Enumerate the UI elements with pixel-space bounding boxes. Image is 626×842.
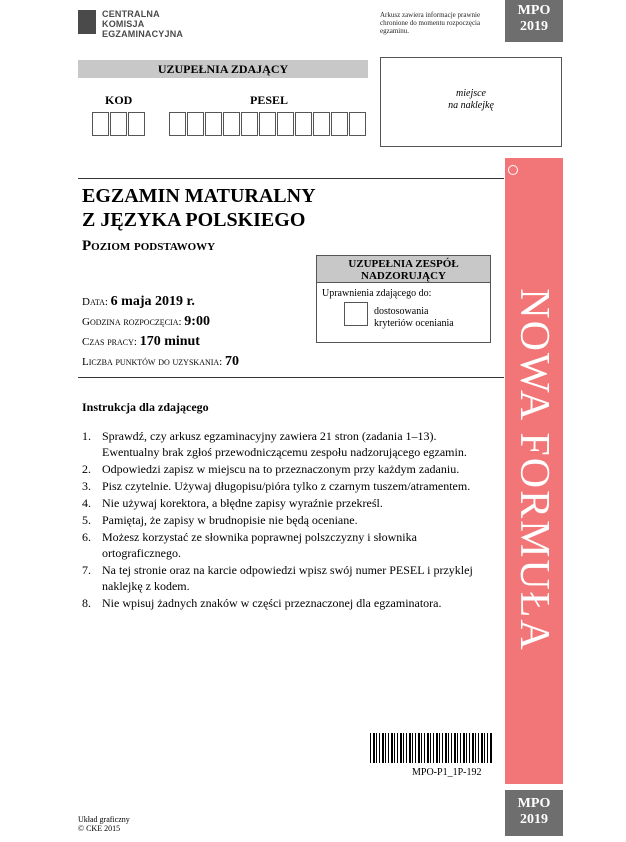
pesel-cell[interactable] bbox=[259, 112, 276, 136]
adjustment-option bbox=[374, 306, 454, 330]
exam-points bbox=[82, 354, 239, 370]
logo-line-3: EGZAMINACYJNA bbox=[102, 29, 184, 39]
divider-middle bbox=[78, 377, 504, 378]
pesel-cell[interactable] bbox=[205, 112, 222, 136]
exam-start bbox=[82, 314, 210, 330]
instruction-text: Sprawdź, czy arkusz egzaminacyjny zawiera 21 stron (zadania 1–13). Ewentualny brak zgłoś przewodniczącemu zespołu nadzorującego egzamin. bbox=[102, 429, 467, 459]
instructions-list bbox=[82, 428, 492, 612]
exam-code-top-line2: 2019 bbox=[520, 19, 548, 34]
logo-line-2: KOMISJA bbox=[102, 19, 145, 29]
duration-value: 170 minut bbox=[139, 334, 200, 349]
pesel-field[interactable] bbox=[169, 112, 367, 136]
instruction-text: Możesz korzystać ze słownika poprawnej polszczyzny i słownika ortograficznego. bbox=[102, 530, 417, 560]
instruction-item bbox=[82, 461, 492, 477]
adjustment-checkbox[interactable] bbox=[344, 302, 368, 326]
instruction-text: Pamiętaj, że zapisy w brudnopisie nie będą oceniane. bbox=[102, 513, 358, 527]
pesel-cell[interactable] bbox=[241, 112, 258, 136]
instruction-item bbox=[82, 495, 492, 511]
exam-duration bbox=[82, 334, 200, 350]
exam-title bbox=[82, 184, 316, 232]
sticker-line-2: na naklejkę bbox=[448, 100, 494, 111]
kod-cell[interactable] bbox=[128, 112, 145, 136]
instruction-number: 5. bbox=[82, 513, 91, 527]
logo-line-1: CENTRALNA bbox=[102, 9, 160, 19]
exam-level: Poziom podstawowy bbox=[82, 238, 216, 254]
pesel-cell[interactable] bbox=[223, 112, 240, 136]
kod-label: KOD bbox=[105, 93, 133, 107]
start-label: Godzina rozpoczęcia: bbox=[82, 316, 182, 328]
cke-logo-icon bbox=[78, 10, 96, 34]
footer-line-1: Układ graficzny bbox=[78, 815, 130, 824]
instruction-item bbox=[82, 428, 492, 460]
instruction-text: Pisz czytelnie. Używaj długopisu/pióra tylko z czarnym tuszem/atramentem. bbox=[102, 479, 471, 493]
exam-code-top bbox=[505, 0, 563, 42]
pesel-label: PESEL bbox=[250, 93, 289, 107]
instruction-item bbox=[82, 478, 492, 494]
instruction-number: 8. bbox=[82, 596, 91, 610]
date-value: 6 maja 2019 r. bbox=[110, 294, 195, 309]
start-value: 9:00 bbox=[184, 314, 210, 329]
supervisor-label: Uprawnienia zdającego do: bbox=[322, 288, 432, 299]
instruction-item bbox=[82, 562, 492, 594]
instructions-title: Instrukcja dla zdającego bbox=[82, 400, 209, 414]
candidate-fill-header: UZUPEŁNIA ZDAJĄCY bbox=[78, 60, 368, 78]
exam-code-bottom bbox=[505, 790, 563, 836]
pesel-cell[interactable] bbox=[169, 112, 186, 136]
exam-title-line1: EGZAMIN MATURALNY bbox=[82, 185, 316, 207]
instruction-text: Na tej stronie oraz na karcie odpowiedzi wpisz swój numer PESEL i przyklej naklejkę z kodem. bbox=[102, 563, 473, 593]
divider-top bbox=[78, 178, 504, 179]
instruction-number: 3. bbox=[82, 479, 91, 493]
pesel-cell[interactable] bbox=[277, 112, 294, 136]
exam-code-top-line1: MPO bbox=[517, 3, 551, 18]
exam-title-line2: Z JĘZYKA POLSKIEGO bbox=[82, 209, 306, 231]
instruction-number: 7. bbox=[82, 563, 91, 577]
barcode-icon bbox=[370, 733, 492, 763]
instruction-number: 6. bbox=[82, 530, 91, 544]
instruction-text: Nie wpisuj żadnych znaków w części przeznaczonej dla egzaminatora. bbox=[102, 596, 442, 610]
points-label: Liczba punktów do uzyskania: bbox=[82, 356, 223, 368]
sticker-placeholder[interactable] bbox=[380, 57, 562, 147]
adjustment-option-line1: dostosowania bbox=[374, 306, 429, 317]
adjustment-option-line2: kryteriów oceniania bbox=[374, 318, 454, 329]
footer-credits bbox=[78, 815, 130, 833]
instruction-text: Nie używaj korektora, a błędne zapisy wyraźnie przekreśl. bbox=[102, 496, 383, 510]
instruction-item bbox=[82, 529, 492, 561]
instruction-number: 2. bbox=[82, 462, 91, 476]
date-label: Data: bbox=[82, 296, 108, 308]
pesel-cell[interactable] bbox=[187, 112, 204, 136]
instruction-text: Odpowiedzi zapisz w miejscu na to przeznaczonym przy każdym zadaniu. bbox=[102, 462, 460, 476]
instruction-number: 1. bbox=[82, 429, 91, 443]
sticker-line-1: miejsce bbox=[456, 88, 486, 99]
exam-code-bottom-line2: 2019 bbox=[520, 812, 548, 827]
kod-field[interactable] bbox=[92, 112, 146, 136]
pesel-cell[interactable] bbox=[313, 112, 330, 136]
instruction-item bbox=[82, 512, 492, 528]
supervisor-header: UZUPEŁNIA ZESPÓŁ NADZORUJĄCY bbox=[316, 255, 491, 283]
protection-notice: Arkusz zawiera informacje prawnie chronione do momentu rozpoczęcia egzaminu. bbox=[380, 11, 481, 35]
pesel-cell[interactable] bbox=[295, 112, 312, 136]
instruction-item bbox=[82, 595, 492, 611]
points-value: 70 bbox=[225, 354, 239, 369]
instruction-number: 4. bbox=[82, 496, 91, 510]
pesel-cell[interactable] bbox=[331, 112, 348, 136]
nowa-formula-label: NOWA FORMUŁA bbox=[511, 288, 557, 652]
kod-cell[interactable] bbox=[110, 112, 127, 136]
exam-date bbox=[82, 294, 195, 310]
pesel-cell[interactable] bbox=[349, 112, 366, 136]
exam-code-bottom-line1: MPO bbox=[517, 796, 551, 811]
cke-logo-text bbox=[102, 9, 183, 39]
barcode-text: MPO-P1_1P-192 bbox=[412, 767, 482, 778]
kod-cell[interactable] bbox=[92, 112, 109, 136]
band-circle-icon bbox=[508, 165, 518, 175]
footer-line-2: © CKE 2015 bbox=[78, 824, 121, 833]
duration-label: Czas pracy: bbox=[82, 336, 137, 348]
